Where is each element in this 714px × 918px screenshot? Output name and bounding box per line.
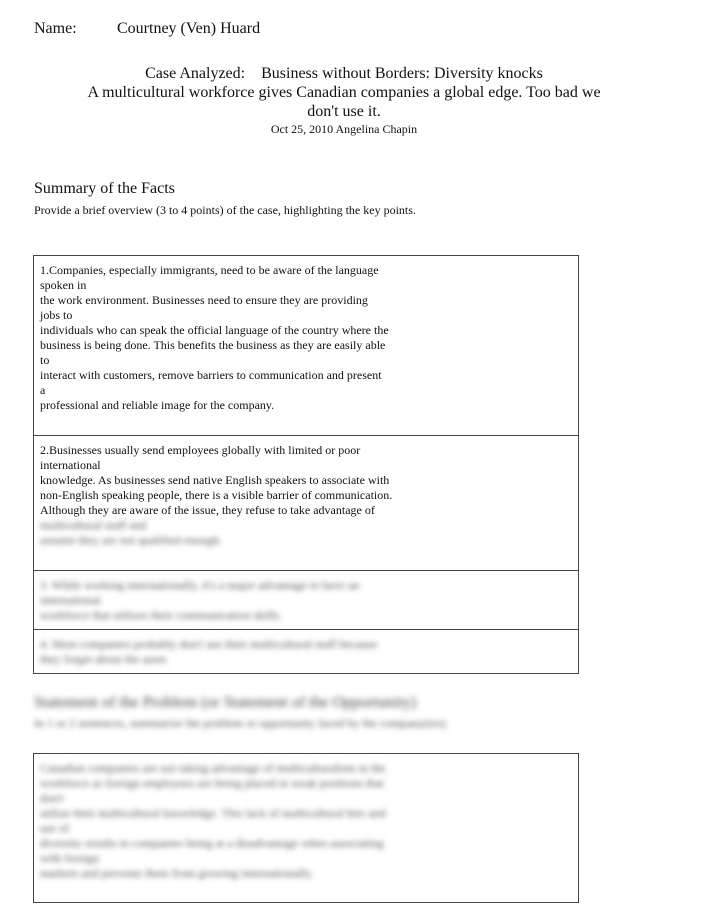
summary-point-3-box <box>33 570 579 630</box>
blurred-text-line: with foreign <box>40 851 99 865</box>
blurred-text-line: assume they are not qualified enough. <box>40 533 222 547</box>
blurred-text-line: use of <box>40 821 69 835</box>
name-label: Name: <box>34 20 77 37</box>
blurred-text-line: workforce that utilizes their communication skills. <box>40 608 282 622</box>
case-analyzed-label: Case Analyzed: <box>145 65 246 82</box>
summary-point-4-text <box>34 630 578 667</box>
case-subtitle-line1: A multicultural workforce gives Canadian companies a global edge. Too bad we <box>87 84 601 101</box>
student-name: Courtney (Ven) Huard <box>117 20 261 37</box>
blurred-text-line: multicultural staff and <box>40 518 147 532</box>
blurred-text-line: utilize their multicultural knowledge. This lack of multicultural hire and <box>40 806 386 820</box>
text-line: professional and reliable image for the company. <box>40 398 275 412</box>
blurred-text-line: 3. While working internationally, it's a major advantage to have an <box>40 578 360 592</box>
case-title-row <box>40 64 648 83</box>
blurred-text-line: Canadian companies are not taking advantage of multiculturalism in the <box>40 761 386 775</box>
blurred-text-line: they forget about the asset. <box>40 652 169 666</box>
problem-statement-text <box>34 754 578 881</box>
summary-point-2-box <box>33 435 579 571</box>
case-date-author: Oct 25, 2010 Angelina Chapin <box>270 122 418 136</box>
blurred-text-line: 4. Most companies probably don't use their multicultural staff because <box>40 637 378 651</box>
text-line: the work environment. Businesses need to ensure they are providing <box>40 293 368 307</box>
text-line: a <box>40 383 46 397</box>
text-line: knowledge. As businesses send native English speakers to associate with <box>40 473 390 487</box>
summary-point-4-box <box>33 629 579 674</box>
summary-point-1-box <box>33 255 579 436</box>
text-line: international <box>40 458 101 472</box>
text-line: interact with customers, remove barriers to communication and present <box>40 368 382 382</box>
text-line: business is being done. This benefits the business as they are easily able <box>40 338 386 352</box>
text-line: non-English speaking people, there is a visible barrier of communication. <box>40 488 393 502</box>
summary-point-3-text <box>34 571 578 623</box>
text-line: to <box>40 353 50 367</box>
summary-instructions: Provide a brief overview (3 to 4 points) of the case, highlighting the key points. <box>34 203 416 217</box>
summary-point-2-text <box>34 436 578 548</box>
blurred-text-line: don't <box>40 791 64 805</box>
text-line: Although they are aware of the issue, they refuse to take advantage of <box>40 503 375 517</box>
problem-statement-box <box>33 753 579 903</box>
text-line: individuals who can speak the official language of the country where the <box>40 323 389 337</box>
case-header <box>40 64 648 137</box>
text-line: jobs to <box>40 308 73 322</box>
blurred-text-line: international <box>40 593 101 607</box>
blurred-text-line: markets and prevents them from growing internationally. <box>40 866 314 880</box>
case-subtitle-line2: don't use it. <box>307 103 381 120</box>
text-line: 2.Businesses usually send employees globally with limited or poor <box>40 443 361 457</box>
problem-heading: Statement of the Problem (or Statement of the Opportunity) <box>34 694 417 711</box>
case-title: Business without Borders: Diversity knocks <box>261 65 543 82</box>
blurred-text-line: diversity results in companies being at a disadvantage when associating <box>40 836 384 850</box>
summary-heading: Summary of the Facts <box>34 180 175 197</box>
problem-instructions: In 1 or 2 sentences, summarize the problem or opportunity faced by the company(ies). <box>34 716 449 730</box>
blurred-text-line: workforce as foreign employees are being placed in weak positions that <box>40 776 384 790</box>
text-line: spoken in <box>40 278 87 292</box>
summary-point-1-text <box>34 256 578 413</box>
text-line: 1.Companies, especially immigrants, need to be aware of the language <box>40 263 379 277</box>
